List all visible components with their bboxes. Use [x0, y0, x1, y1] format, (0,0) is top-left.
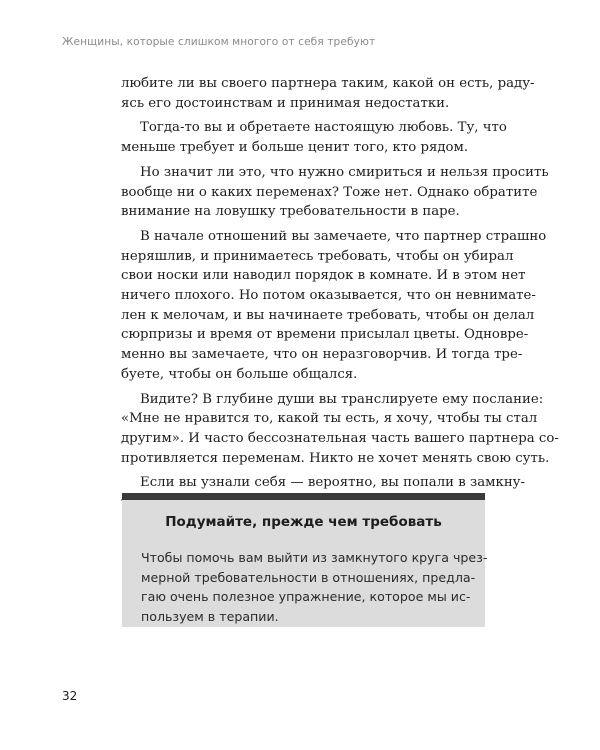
- exercise-callout-box: [122, 493, 488, 627]
- paragraph: [121, 390, 559, 469]
- page-number: 32: [62, 689, 78, 703]
- text-line: сюрпризы и время от времени присылал цветы. Одновре-: [121, 327, 529, 343]
- text-line: любите ли вы своего партнера таким, какой он есть, раду-: [121, 76, 535, 91]
- paragraph: [121, 163, 549, 222]
- body-text: [121, 74, 559, 518]
- text-line: «Мне не нравится то, какой ты есть, я хочу, чтобы ты стал: [121, 411, 538, 427]
- text-line: Если вы узнали себя — вероятно, вы попали в замкну-: [140, 475, 525, 491]
- callout-text: [141, 548, 488, 626]
- text-line: другим». И часто бессознательная часть вашего партнера со-: [121, 430, 559, 446]
- text-line: В начале отношений вы замечаете, что партнер страшно: [140, 228, 547, 244]
- callout-line: Чтобы помочь вам выйти из замкнутого круга чрез-: [141, 550, 488, 565]
- text-line: противляется переменам. Никто не хочет менять свою суть.: [121, 450, 550, 466]
- callout-line: гаю очень полезное упражнение, которое мы ис-: [141, 589, 471, 605]
- text-line: лен к мелочам, и вы начинаете требовать, чтобы он делал: [121, 307, 535, 323]
- text-line: Видите? В глубине души вы транслируете ему послание:: [140, 391, 544, 407]
- text-line: внимание на ловушку требовательности в паре.: [121, 204, 460, 220]
- text-line: вообще ни о каких переменах? Тоже нет. Однако обратите: [121, 184, 538, 200]
- paragraph: [121, 118, 507, 157]
- paragraph: [121, 74, 535, 113]
- text-line: ясь его достоинствам и принимая недостатки.: [121, 95, 450, 111]
- callout-title: Подумайте, прежде чем требовать: [165, 514, 442, 530]
- text-line: Но значит ли это, что нужно смириться и нельзя просить: [140, 164, 549, 180]
- text-line: буете, чтобы он больше общался.: [121, 366, 358, 382]
- paragraph: [121, 227, 547, 385]
- running-head: Женщины, которые слишком многого от себя требуют: [62, 36, 376, 48]
- text-line: менно вы замечаете, что он неразговорчив. И тогда тре-: [121, 347, 523, 363]
- text-line: свои носки или наводил порядок в комнате. И в этом нет: [121, 268, 526, 284]
- callout-line: мерной требовательности в отношениях, предла-: [141, 569, 476, 585]
- text-line: меньше требует и больше ценит того, кто рядом.: [121, 140, 469, 156]
- text-line: ничего плохого. Но потом оказывается, что он невнимате-: [121, 288, 536, 304]
- callout-line: пользуем в терапии.: [141, 608, 279, 624]
- text-line: неряшлив, и принимаетесь требовать, чтобы он убирал: [121, 248, 514, 264]
- text-line: Тогда-то вы и обретаете настоящую любовь. Ту, что: [140, 120, 507, 136]
